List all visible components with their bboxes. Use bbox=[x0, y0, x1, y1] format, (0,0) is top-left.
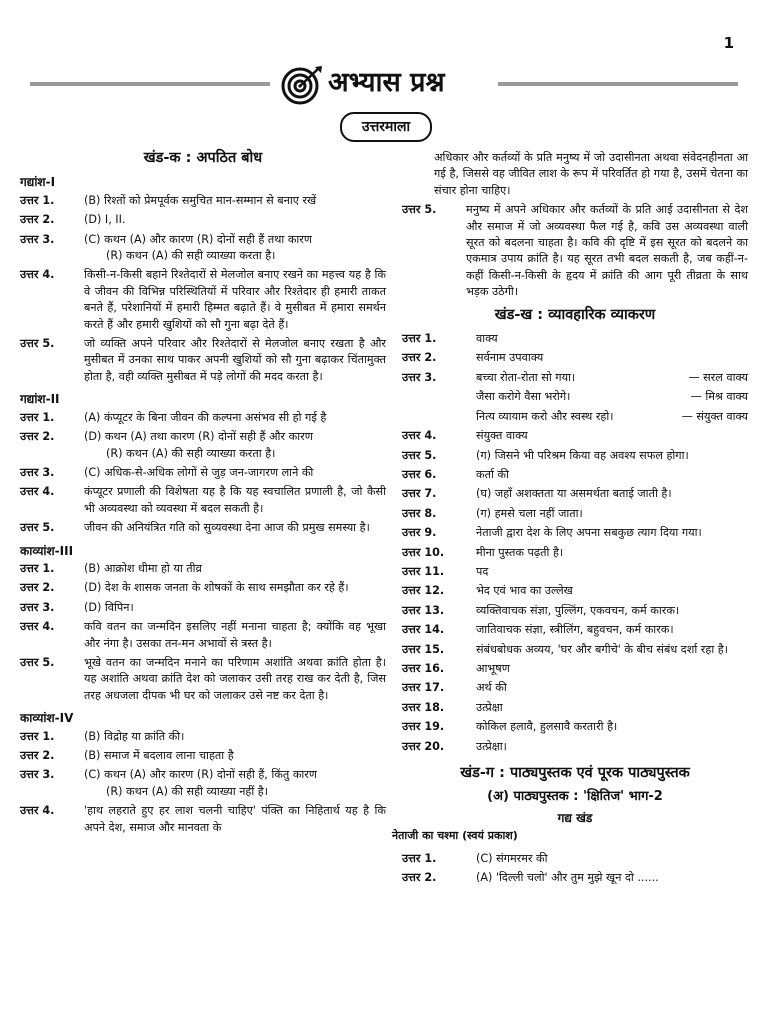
answer-item bbox=[402, 851, 748, 867]
answer-label: उत्तर 3. bbox=[20, 232, 55, 246]
answer-text: कर्ता की bbox=[476, 467, 509, 481]
target-arrow-icon bbox=[280, 64, 324, 106]
answer-text-continued: (R) कथन (A) की सही व्याख्या करता है। bbox=[106, 249, 276, 263]
answer-text: (ग) जिसने भी परिश्रम किया वह अवश्य सफल होगा। bbox=[476, 448, 689, 462]
passage-answers bbox=[20, 193, 386, 385]
answer-label: उत्तर 7. bbox=[402, 487, 437, 501]
answer-label: उत्तर 5. bbox=[402, 448, 437, 462]
answer-item bbox=[402, 350, 748, 366]
answer-item bbox=[402, 719, 748, 735]
header-right-rule bbox=[498, 82, 738, 86]
answer-label: उत्तर 3. bbox=[20, 768, 55, 782]
page-header bbox=[30, 60, 738, 108]
answer-label: उत्तर 13. bbox=[402, 603, 445, 617]
answer-label: उत्तर 5. bbox=[20, 521, 55, 535]
answer-text: व्यक्तिवाचक संज्ञा, पुल्लिंग, एकवचन, कर्म कारक। bbox=[476, 603, 680, 617]
passage-heading: गद्यांश-I bbox=[20, 175, 56, 190]
answer-item bbox=[20, 465, 386, 481]
sentence-type: — मिश्र वाक्य bbox=[690, 390, 748, 404]
page-title: अभ्यास प्रश्न bbox=[328, 67, 445, 98]
answer-text: (C) संगमरमर की bbox=[476, 851, 548, 865]
answer-label: उत्तर 20. bbox=[402, 739, 445, 753]
answer-label: उत्तर 9. bbox=[402, 526, 437, 540]
passage-answers bbox=[20, 410, 386, 537]
answer-text: अधिकार और कर्तव्यों के प्रति मनुष्य में जो उदासीनता अथवा संवेदनहीनता आ गई है, जिससे वह जीवित लाश के रूप में परिवर्तित हो गया है, उसमें चेतना का संचार होना चाहिए। bbox=[434, 151, 748, 197]
answer-label: उत्तर 4. bbox=[20, 268, 55, 282]
answer-label: उत्तर 14. bbox=[402, 623, 445, 637]
answer-item bbox=[402, 389, 748, 405]
answer-item bbox=[20, 212, 386, 228]
answer-text-continued: (R) कथन (A) की सही व्याख्या करता है। bbox=[106, 446, 276, 460]
answer-label: उत्तर 2. bbox=[20, 581, 55, 595]
poem-answers bbox=[20, 729, 386, 836]
answer-label: उत्तर 1. bbox=[20, 561, 55, 575]
answer-text: 'हाथ लहराते हुए हर लाश चलनी चाहिए' पंक्ति का निहितार्थ यह है कि अपने देश, समाज और मानवता के bbox=[84, 804, 386, 834]
answer-text: आभूषण bbox=[476, 661, 510, 675]
answer-text: (B) विद्रोह या क्रांति की। bbox=[84, 729, 185, 743]
answer-label: उत्तर 16. bbox=[402, 661, 445, 675]
poem-answers bbox=[20, 561, 386, 704]
answer-text: जातिवाचक संज्ञा, स्त्रीलिंग, बहुवचन, कर्म कारक। bbox=[476, 623, 674, 637]
answer-text: (D) विपिन। bbox=[84, 600, 134, 614]
answer-text: (ग) हमसे चला नहीं जाता। bbox=[476, 506, 583, 520]
sentence-type: — संयुक्त वाक्य bbox=[681, 409, 748, 423]
answer-label: उत्तर 1. bbox=[402, 332, 437, 346]
answer-text: संयुक्त वाक्य bbox=[476, 429, 528, 443]
answer-item bbox=[402, 583, 748, 599]
answer-item bbox=[20, 410, 386, 426]
answer-label: उत्तर 2. bbox=[20, 213, 55, 227]
sentence-type: — सरल वाक्य bbox=[688, 370, 748, 384]
answer-text: उत्प्रेक्षा bbox=[476, 700, 503, 714]
answer-item bbox=[402, 661, 748, 677]
answer-label: उत्तर 4. bbox=[402, 429, 437, 443]
answer-item bbox=[402, 331, 748, 347]
poem-heading: काव्यांश-IV bbox=[20, 711, 74, 726]
answer-text: सर्वनाम उपवाक्य bbox=[476, 351, 544, 365]
answer-item bbox=[402, 870, 748, 886]
header-center bbox=[278, 60, 490, 108]
answer-text: (D) I, II. bbox=[84, 213, 126, 227]
answer-label: उत्तर 3. bbox=[20, 465, 55, 479]
answer-text: भेद एवं भाव का उल्लेख bbox=[476, 584, 573, 598]
answer-label: उत्तर 1. bbox=[20, 410, 55, 424]
chapter-answers bbox=[402, 851, 748, 887]
answer-label: उत्तर 2. bbox=[402, 871, 437, 885]
answer-label: उत्तर 1. bbox=[402, 851, 437, 865]
header-left-rule bbox=[30, 82, 270, 86]
answer-text: (घ) जहाँ अशक्तता या असमर्थता बताई जाती है। bbox=[476, 487, 672, 501]
answer-text: जीवन की अनियंत्रित गति को सुव्यवस्था देना आज की प्रमुख समस्या है। bbox=[84, 521, 370, 535]
textbook-heading: (अ) पाठ्यपुस्तक : 'क्षितिज' भाग-2 bbox=[487, 789, 663, 805]
sentence-example: जैसा करोगे वैसा भरोगे। bbox=[476, 390, 571, 404]
answer-label: उत्तर 8. bbox=[402, 506, 437, 520]
answer-text: अर्थ की bbox=[476, 681, 507, 695]
passage-heading: गद्यांश-II bbox=[20, 392, 60, 407]
answer-text: कवि वतन का जन्मदिन इसलिए नहीं मनाना चाहता है; क्योंकि वह भूखा और नंगा है। उसका तन-मन अभावों से त्रस्त है। bbox=[84, 620, 386, 650]
answer-text: (B) समाज में बदलाव लाना चाहता है bbox=[84, 749, 234, 762]
answer-item bbox=[20, 193, 386, 209]
answer-item bbox=[20, 520, 386, 536]
answer-label: उत्तर 15. bbox=[402, 642, 445, 656]
answer-label: उत्तर 2. bbox=[20, 430, 55, 444]
answer-text: मनुष्य में अपने अधिकार और कर्तव्यों के प्रति आई उदासीनता से देश और समाज में जो अव्यवस्था फैल गई है, कवि उस अव्यवस्था वाली सूरत को बदलना चाहता है। कवि की दृष्टि में इस सूरत को बदलने का एकमात्र उपाय क्रांति है। यह सूरत तभी बदल सकती है, जब कहीं-न-कहीं किसी-न-किसी के हृदय में क्रांति की आग पूरी तीव्रता के साथ भड़क उठेगी। bbox=[466, 203, 748, 299]
answer-item bbox=[20, 336, 386, 385]
right-column bbox=[392, 150, 748, 889]
answer-item bbox=[402, 622, 748, 638]
answer-label: उत्तर 11. bbox=[402, 564, 445, 578]
answer-text: कोकिल हलावै, हुलसावै करतारी है। bbox=[476, 720, 618, 734]
answer-label: उत्तर 5. bbox=[20, 337, 55, 351]
answer-text: (D) कथन (A) तथा कारण (R) दोनों सही हैं और कारण bbox=[84, 430, 313, 444]
sentence-example: बच्चा रोता-रोता सो गया। bbox=[476, 370, 576, 384]
answer-item bbox=[402, 700, 748, 716]
section-heading-b: खंड-ख : व्यावहारिक व्याकरण bbox=[494, 306, 656, 323]
answer-item bbox=[20, 232, 386, 265]
answer-label: उत्तर 4. bbox=[20, 485, 55, 499]
answer-text: भूखे वतन का जन्मदिन मनाने का परिणाम अशांति अथवा क्रांति होता है। यह अशांति अथवा क्रांति देश को जलाकर उसी तरह राख कर देती है, जिस तरह अधजला दीपक भी घर को जलाकर उसे नष्ट कर देता है। bbox=[84, 655, 386, 702]
answer-item bbox=[20, 729, 386, 745]
answer-item bbox=[402, 370, 748, 386]
answer-text: (C) अधिक-से-अधिक लोगों से जुड़ जन-जागरण लाने की bbox=[84, 465, 314, 479]
section-heading-c: खंड-ग : पाठ्यपुस्तक एवं पूरक पाठ्यपुस्तक bbox=[460, 765, 690, 781]
answer-text: कंप्यूटर प्रणाली की विशेषता यह है कि यह स्वचालित प्रणाली है, जो कैसी भी अव्यवस्था को व्यवस्था में बदल सकती है। bbox=[84, 485, 386, 515]
answer-item bbox=[20, 484, 386, 517]
answer-item bbox=[402, 202, 748, 300]
answer-item bbox=[20, 580, 386, 596]
answer-text: पद bbox=[476, 564, 489, 578]
answer-item bbox=[402, 486, 748, 502]
answer-item bbox=[402, 603, 748, 619]
poem-heading: काव्यांश-III bbox=[20, 543, 74, 558]
answer-label: उत्तर 19. bbox=[402, 720, 445, 734]
answer-label: उत्तर 3. bbox=[402, 370, 437, 384]
answer-item bbox=[402, 525, 748, 541]
answer-item bbox=[402, 506, 748, 522]
answer-text: (A) 'दिल्ली चलो' और तुम मुझे खून दो ...... bbox=[476, 871, 659, 885]
answer-text: (D) देश के शासक जनता के शोषकों के साथ समझौता कर रहे हैं। bbox=[84, 581, 349, 595]
answer-label: उत्तर 18. bbox=[402, 700, 445, 714]
grammar-answers bbox=[402, 331, 748, 755]
answer-text: (B) आक्रोश धीमा हो या तीव्र bbox=[84, 561, 202, 575]
answer-item bbox=[20, 429, 386, 462]
answer-item bbox=[402, 467, 748, 483]
answer-text: (C) कथन (A) और कारण (R) दोनों सही हैं, किंतु कारण bbox=[84, 768, 317, 782]
answer-item bbox=[402, 428, 748, 444]
answer-item bbox=[20, 267, 386, 333]
chapter-title: नेताजी का चश्मा (स्वयं प्रकाश) bbox=[392, 829, 518, 843]
answer-text: किसी-न-किसी बहाने रिश्तेदारों से मेलजोल बनाए रखने का महत्त्व यह है कि वे जीवन की विभिन्न परिस्थितियों में परिवार और रिश्तेदार ही हमारी ताकत बनते हैं, परेशानियों में हमारी हिम्मत बढ़ाते हैं। वे मुसीबत में हमारा समर्थन करते हैं और हमारी खुशियों को सौ गुना बढ़ा देते हैं। bbox=[84, 268, 386, 331]
answer-label: उत्तर 5. bbox=[402, 203, 437, 217]
answer-text: वाक्य bbox=[476, 332, 498, 346]
answer-label: उत्तर 17. bbox=[402, 681, 445, 695]
answer-item bbox=[402, 545, 748, 561]
answer-text: (B) रिश्तों को प्रेमपूर्वक समुचित मान-सम्मान से बनाए रखें bbox=[84, 193, 317, 207]
answer-label: उत्तर 4. bbox=[20, 620, 55, 634]
answer-item bbox=[402, 409, 748, 425]
answer-item bbox=[20, 803, 386, 836]
answer-text-continued: (R) कथन (A) की सही व्याख्या नहीं है। bbox=[106, 784, 268, 798]
answer-text: (C) कथन (A) और कारण (R) दोनों सही हैं तथा कारण bbox=[84, 232, 312, 246]
page-number: 1 bbox=[723, 34, 734, 52]
sentence-example: नित्य व्यायाम करो और स्वस्थ रहो। bbox=[476, 409, 614, 423]
answer-continuation bbox=[402, 150, 748, 199]
answer-label: उत्तर 3. bbox=[20, 600, 55, 614]
answer-item bbox=[20, 619, 386, 652]
answer-label: उत्तर 12. bbox=[402, 584, 445, 598]
answer-item bbox=[20, 767, 386, 800]
answer-item bbox=[402, 564, 748, 580]
answer-label: उत्तर 10. bbox=[402, 545, 445, 559]
answer-item bbox=[20, 600, 386, 616]
answer-text: संबंधबोधक अव्यय, 'घर और बगीचे' के बीच संबंध दर्शा रहा है। bbox=[476, 642, 728, 656]
prose-section-heading: गद्य खंड bbox=[557, 810, 593, 825]
answer-item bbox=[402, 642, 748, 658]
answer-label: उत्तर 4. bbox=[20, 804, 55, 818]
left-column bbox=[20, 148, 386, 839]
answer-item bbox=[402, 448, 748, 464]
answer-text: नेताजी द्वारा देश के लिए अपना सबकुछ त्याग दिया गया। bbox=[476, 526, 702, 540]
answer-label: उत्तर 5. bbox=[20, 655, 55, 669]
answer-key-label: उत्तरमाला bbox=[340, 112, 432, 142]
answer-item bbox=[20, 655, 386, 704]
answer-label: उत्तर 1. bbox=[20, 729, 55, 743]
answer-item bbox=[402, 680, 748, 696]
answer-text: (A) कंप्यूटर के बिना जीवन की कल्पना असंभव सी हो गई है bbox=[84, 410, 327, 424]
answer-text: मीना पुस्तक पढ़ती है। bbox=[476, 545, 564, 559]
answer-text: उत्प्रेक्षा। bbox=[476, 739, 507, 753]
answer-item bbox=[402, 739, 748, 755]
answer-item bbox=[20, 748, 386, 764]
answer-label: उत्तर 2. bbox=[402, 351, 437, 365]
answer-label: उत्तर 2. bbox=[20, 749, 55, 762]
answer-text: जो व्यक्ति अपने परिवार और रिश्तेदारों से मेलजोल बनाए रखता है और मुसीबत में उनका साथ पाकर अपनी खुशियों को सौ गुना बढ़ाकर चिंतामुक्त होता है, वही व्यक्ति मुसीबत में पड़े लोगों की मदद करता है। bbox=[84, 337, 386, 383]
section-heading-a: खंड-क : अपठित बोध bbox=[143, 150, 263, 166]
answer-label: उत्तर 1. bbox=[20, 193, 55, 207]
answer-label: उत्तर 6. bbox=[402, 467, 437, 481]
answer-item bbox=[20, 561, 386, 577]
